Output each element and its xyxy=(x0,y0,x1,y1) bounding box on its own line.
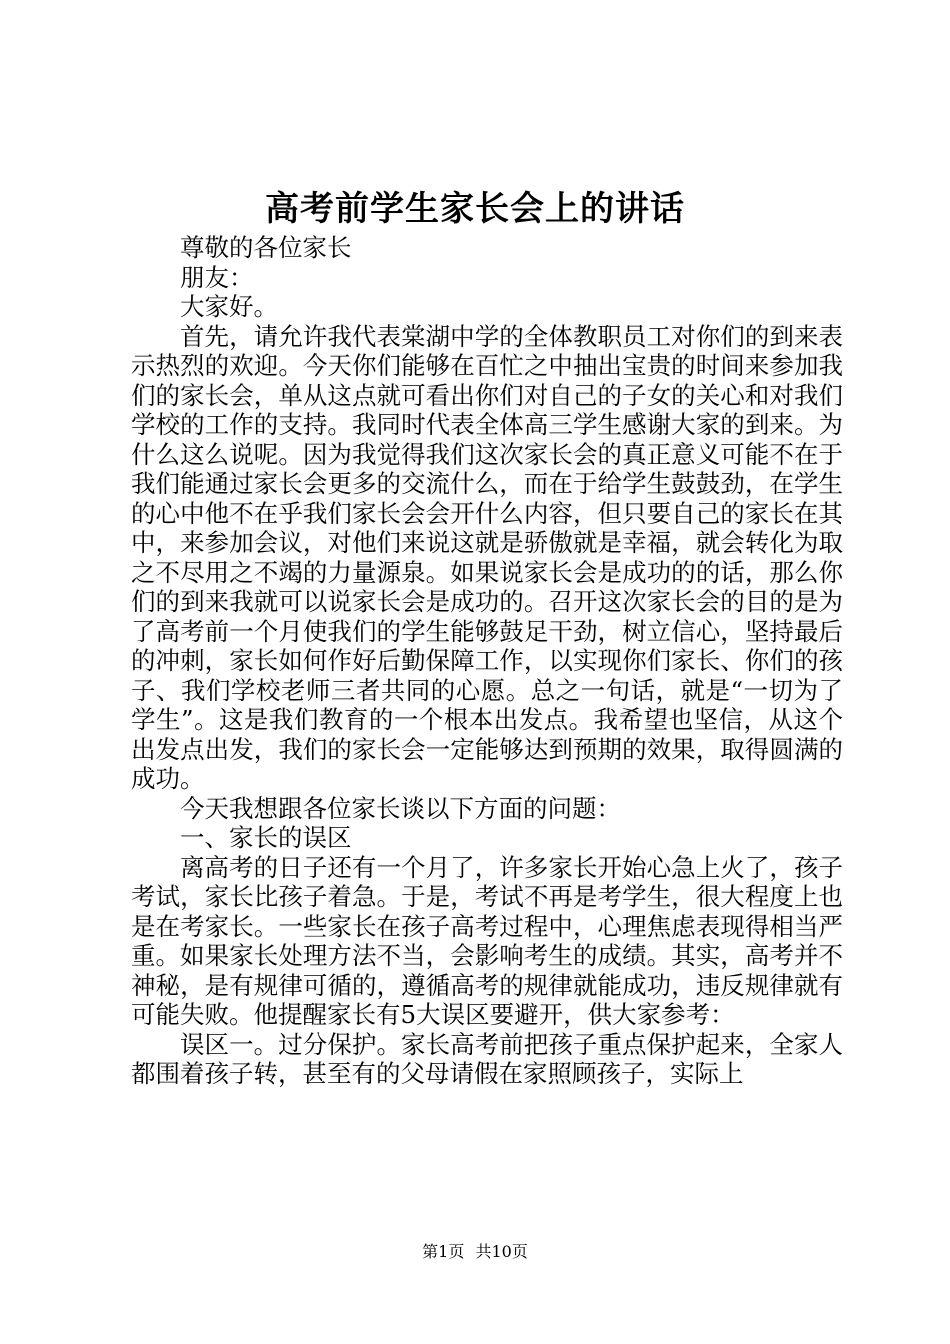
paragraph-misconception-one: 误区一。过分保护。家长高考前把孩子重点保护起来，全家人都围着孩子转，甚至有的父母请假在家照顾孩子，实际上 xyxy=(131,1029,843,1088)
page-footer xyxy=(0,1242,950,1262)
paragraph-misconceptions-intro: 离高考的日子还有一个月了，许多家长开始心急上火了，孩子考试，家长比孩子着急。于是，考试不再是考学生，很大程度上也是在考家长。一些家长在孩子高考过程中，心理焦虑表现得相当严重。如果家长处理方法不当，会影响考生的成绩。其实，高考并不神秘，是有规律可循的，遵循高考的规律就能成功，违反规律就有可能失败。他提醒家长有5大误区要避开，供大家参考： xyxy=(131,852,843,1029)
document-body xyxy=(131,233,843,1089)
salutation-line-2: 朋友： xyxy=(180,262,254,292)
page-total: 共10页 xyxy=(475,1242,528,1261)
salutation-line-1: 尊敬的各位家长 xyxy=(180,233,352,262)
paragraph-welcome: 首先，请允许我代表棠湖中学的全体教职员工对你们的到来表示热烈的欢迎。今天你们能够在百忙之中抽出宝贵的时间来参加我们的家长会，单从这点就可看出你们对自己的子女的关心和对我们学校的工作的支持。我同时代表全体高三学生感谢大家的到来。为什么这么说呢。因为我觉得我们这次家长会的真正意义可能不在于我们能通过家长会更多的交流什么，而在于给学生鼓鼓劲，在学生的心中他不在乎我们家长会会开什么内容，但只要自己的家长在其中，来参加会议，对他们来说这就是骄傲就是幸福，就会转化为取之不尽用之不竭的力量源泉。如果说家长会是成功的的话，那么你们的到来我就可以说家长会是成功的。召开这次家长会的目的是为了高考前一个月使我们的学生能够鼓足干劲，树立信心，坚持最后的冲刺，家长如何作好后勤保障工作，以实现你们家长、你们的孩子、我们学校老师三者共同的心愿。总之一句话，就是“一切为了学生”。这是我们教育的一个根本出发点。我希望也坚信，从这个出发点出发，我们的家长会一定能够达到预期的效果，取得圆满的成功。 xyxy=(131,321,843,793)
document-title: 高考前学生家长会上的讲话 xyxy=(265,189,685,229)
greeting: 大家好。 xyxy=(180,292,278,321)
page-number: 第1页 xyxy=(422,1242,465,1261)
paragraph-topics-intro: 今天我想跟各位家长谈以下方面的问题： xyxy=(180,793,621,823)
section-heading-parent-misconceptions: 一、家长的误区 xyxy=(180,823,352,852)
